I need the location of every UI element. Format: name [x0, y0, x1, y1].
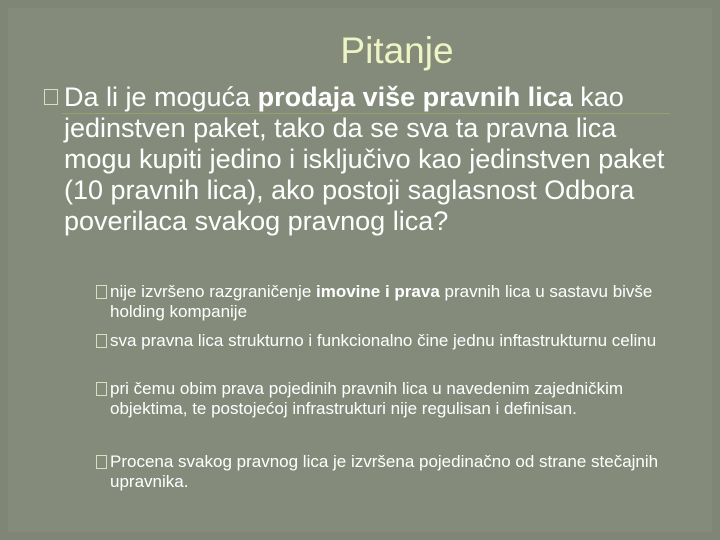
bullet-box-icon [96, 382, 107, 396]
sub-point-2-text: sva pravna lica strukturno i funkcionalno čine jednu inftastrukturnu celinu [110, 331, 657, 350]
question-text-bold: prodaja više pravnih lica [257, 82, 573, 112]
bullet-box-icon [96, 334, 107, 348]
sub-point-3 [110, 379, 670, 419]
sub-point-1 [110, 282, 670, 322]
sub-point-3-text: pri čemu obim prava pojedinih pravnih lica u navedenim zajedničkim objektima, te postojećoj infrastrukturi nije regulisan i definisan. [110, 379, 624, 418]
sub-point-4-text: Procena svakog pravnog lica je izvršena pojedinačno od strane stečajnih upravnika. [110, 452, 659, 491]
sub-point-1-text-bold: imovine i prava [316, 282, 440, 301]
bullet-box-icon [44, 89, 58, 105]
question-text-part3: kao jedinstven paket, tako da se sva ta pravna lica mogu kupiti jedino i isključivo kao jedinstven paket (10 pravnih lica), ako postoji saglasnost Odbora poverilaca svakog pravnog lica? [64, 82, 665, 236]
question-text-part1: Da li je moguća [64, 82, 258, 112]
slide-title: Pitanje [340, 30, 454, 71]
sub-point-4 [110, 452, 670, 492]
bullet-box-icon [96, 455, 107, 469]
main-question [64, 82, 684, 237]
bullet-box-icon [96, 285, 107, 299]
sub-point-1-text-c: pravnih lica u sastavu bivše holding kompanije [110, 282, 653, 321]
sub-point-2 [110, 331, 670, 351]
sub-point-1-text-a: nije izvršeno razgraničenje [110, 282, 316, 301]
